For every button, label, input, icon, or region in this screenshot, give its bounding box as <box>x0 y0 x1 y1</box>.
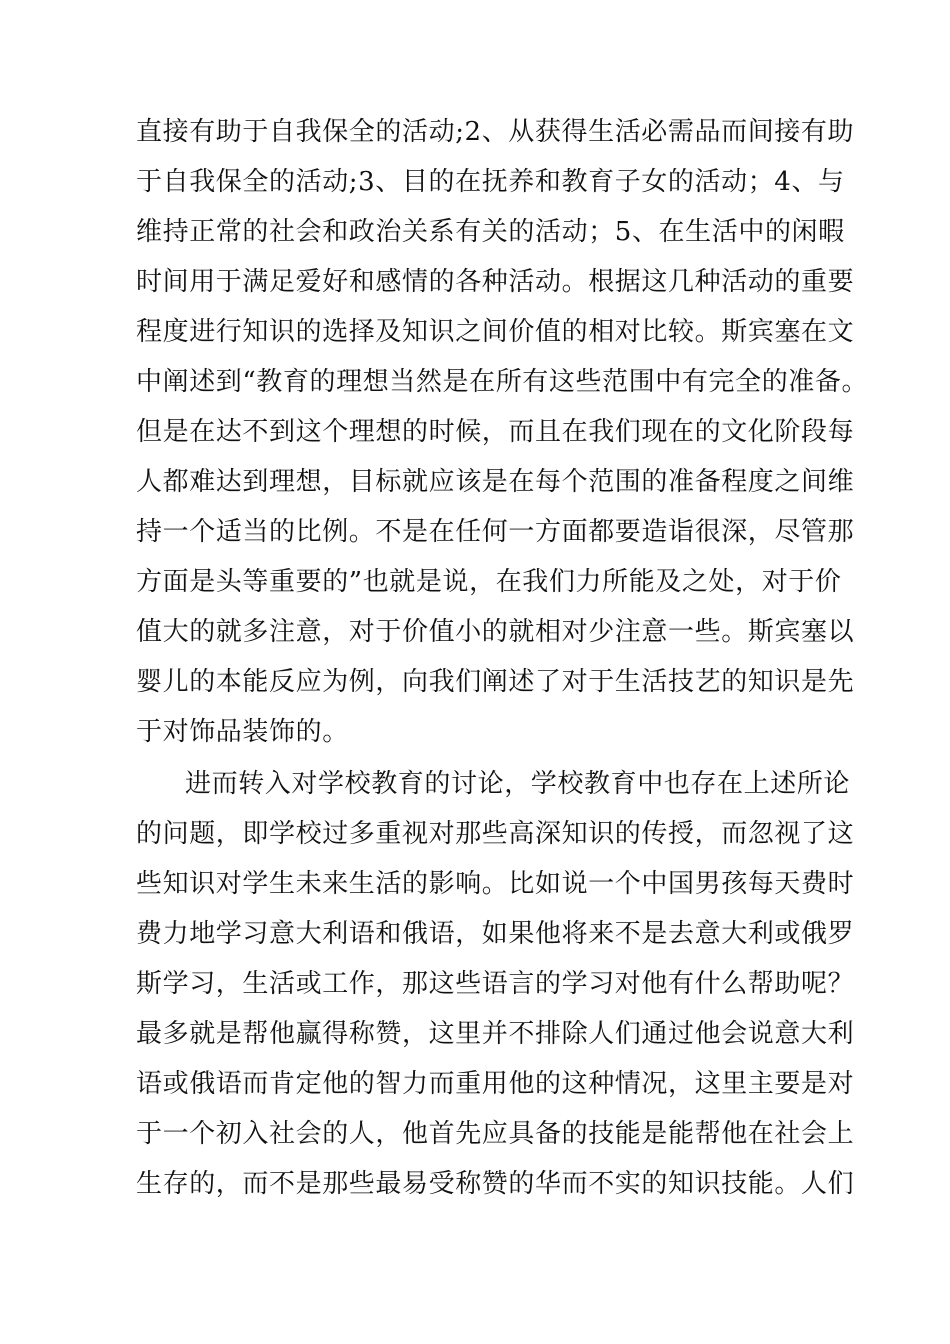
text-line: 程度进行知识的选择及知识之间价值的相对比较。斯宾塞在文 <box>136 317 855 347</box>
text-line: 的问题，即学校过多重视对那些高深知识的传授，而忽视了这 <box>136 819 855 849</box>
text-line: 婴儿的本能反应为例，向我们阐述了对于生活技艺的知识是先 <box>136 667 855 697</box>
text-line: 于一个初入社会的人，他首先应具备的技能是能帮他在社会上 <box>136 1119 855 1149</box>
text-line: 维持正常的社会和政治关系有关的活动；5、在生活中的闲暇 <box>136 217 845 247</box>
text-line: 于对饰品装饰的。 <box>136 717 349 747</box>
text-line: 斯学习，生活或工作，那这些语言的学习对他有什么帮助呢？ <box>136 969 855 999</box>
text-line: 最多就是帮他赢得称赞，这里并不排除人们通过他会说意大利 <box>136 1019 855 1049</box>
text-line: 中阐述到“教育的理想当然是在所有这些范围中有完全的准备。 <box>136 367 869 397</box>
text-line: 直接有助于自我保全的活动;2、从获得生活必需品而间接有助 <box>136 117 855 147</box>
text-line: 值大的就多注意，对于价值小的就相对少注意一些。斯宾塞以 <box>136 617 855 647</box>
text-line: 人都难达到理想，目标就应该是在每个范围的准备程度之间维 <box>136 467 855 497</box>
text-line: 于自我保全的活动;3、目的在抚养和教育子女的活动；4、与 <box>136 167 845 197</box>
text-line: 方面是头等重要的”也就是说，在我们力所能及之处，对于价 <box>136 567 842 597</box>
text-line: 生存的，而不是那些最易受称赞的华而不实的知识技能。人们 <box>136 1169 855 1199</box>
text-line: 时间用于满足爱好和感情的各种活动。根据这几种活动的重要 <box>136 267 855 297</box>
text-line: 些知识对学生未来生活的影响。比如说一个中国男孩每天费时 <box>136 869 855 899</box>
text-line: 费力地学习意大利语和俄语，如果他将来不是去意大利或俄罗 <box>136 919 855 949</box>
text-line: 进而转入对学校教育的讨论，学校教育中也存在上述所论 <box>185 769 851 799</box>
text-line: 但是在达不到这个理想的时候，而且在我们现在的文化阶段每 <box>136 417 855 447</box>
text-line: 语或俄语而肯定他的智力而重用他的这种情况，这里主要是对 <box>136 1069 855 1099</box>
text-line: 持一个适当的比例。不是在任何一方面都要造诣很深，尽管那 <box>136 517 855 547</box>
